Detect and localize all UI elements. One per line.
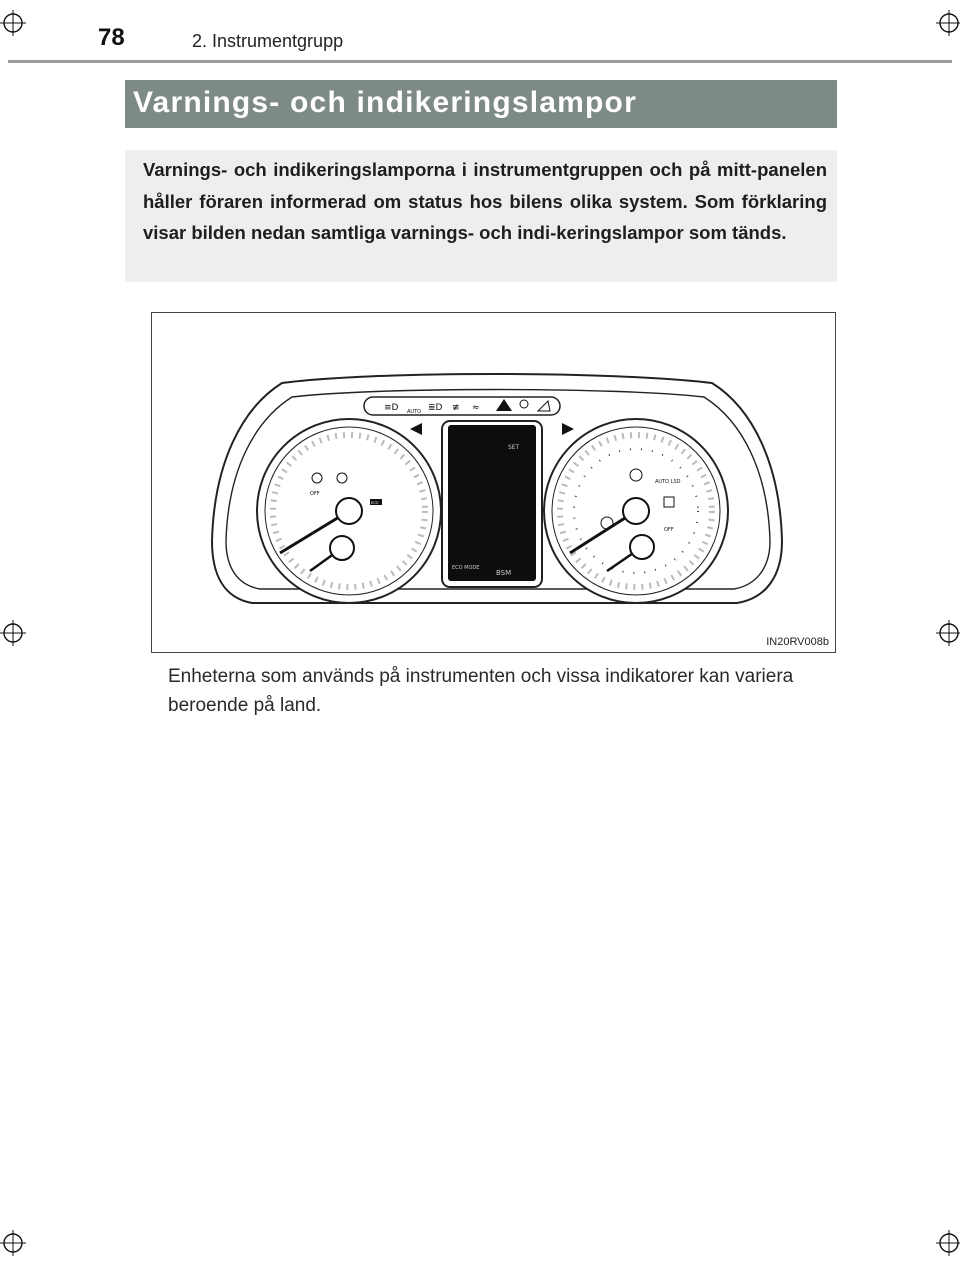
registration-mark <box>0 620 26 646</box>
svg-text:≣D: ≣D <box>428 403 443 413</box>
registration-mark <box>936 10 960 36</box>
header-rule <box>8 60 952 63</box>
svg-text:≡D: ≡D <box>384 403 399 413</box>
registration-mark <box>936 620 960 646</box>
left-off-label: OFF <box>310 491 320 497</box>
top-indicator-strip <box>364 397 560 415</box>
eco-badge-label: ECO <box>371 501 379 505</box>
registration-mark <box>0 1230 26 1256</box>
svg-text:≢: ≢ <box>452 403 460 413</box>
registration-mark <box>936 1230 960 1256</box>
auto-label: AUTO <box>407 409 422 415</box>
figure-code: IN20RV008b <box>766 636 829 648</box>
right-turn-arrow <box>562 423 574 435</box>
section-title: 2. Instrumentgrupp <box>192 31 344 51</box>
bsm-label: BSM <box>496 569 512 577</box>
left-turn-arrow <box>410 423 422 435</box>
svg-text:≈: ≈ <box>472 403 480 413</box>
intro-text: Varnings- och indikeringslamporna i instrumentgruppen och på mitt-panelen håller föraren informerad om status hos bilens olika system. Som förklaring visar bilden nedan samtliga varnings- och indi-keringslampor som tänds. <box>143 159 827 243</box>
banner-title: Varnings- och indikeringslampor <box>133 86 637 119</box>
page-number: 78 <box>98 24 125 51</box>
set-label: SET <box>508 444 520 451</box>
eco-mode-label: ECO MODE <box>452 565 480 571</box>
registration-mark <box>0 10 26 36</box>
intro-box <box>125 150 837 282</box>
instrument-cluster-illustration <box>152 313 837 654</box>
auto-lsd-label: AUTO LSD <box>655 479 681 485</box>
right-gauge <box>544 419 728 603</box>
instrument-cluster-figure <box>151 312 836 653</box>
left-gauge <box>257 419 441 603</box>
note-text: Enheterna som används på instrumenten och vissa indikatorer kan variera beroende på land. <box>168 666 794 716</box>
section-banner <box>125 80 837 128</box>
right-off-label: OFF <box>664 527 674 533</box>
